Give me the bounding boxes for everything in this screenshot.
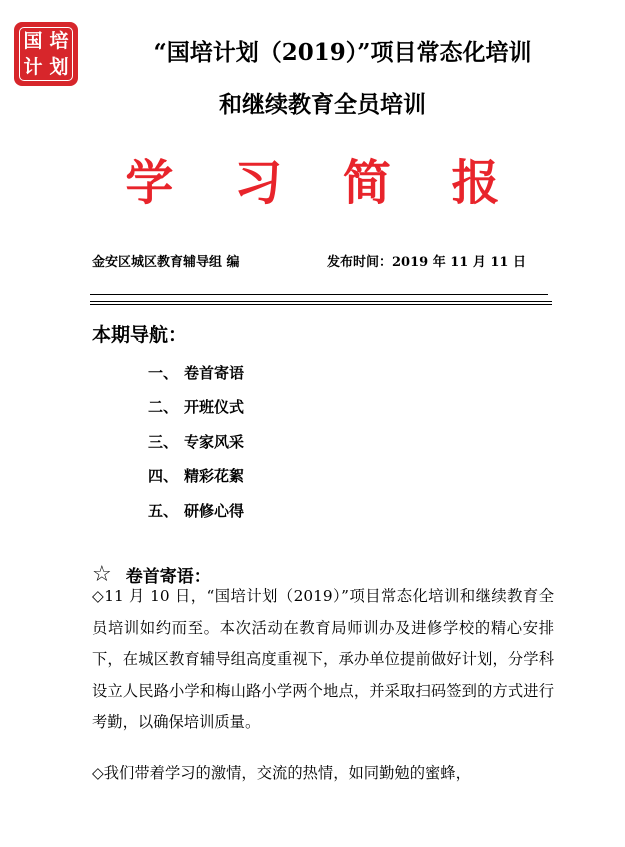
- nav-item-number: 五、: [148, 501, 179, 520]
- nav-item-number: 四、: [148, 467, 179, 486]
- title-line-2: 和继续教育全员培训: [219, 91, 426, 118]
- divider-line: [90, 301, 552, 302]
- divider-line: [90, 294, 548, 295]
- nav-item-number: 三、: [148, 432, 179, 451]
- nav-item-label: 精彩花絮: [184, 467, 245, 486]
- nav-item: [148, 390, 244, 425]
- nav-heading: 本期导航：: [92, 324, 188, 346]
- nav-item: [148, 424, 244, 459]
- divider-line: [90, 304, 552, 305]
- nav-item-number: 一、: [148, 363, 179, 382]
- seal-char: 培: [49, 29, 69, 52]
- publish-date: 发布时间：2019 年 11 月 11 日: [327, 255, 526, 270]
- nav-item-label: 开班仪式: [184, 398, 245, 417]
- editor-label: 金安区城区教育辅导组 编: [92, 255, 240, 270]
- nav-item-label: 研修心得: [184, 501, 245, 520]
- section-heading-label: 卷首寄语：: [125, 567, 211, 587]
- nav-item: [148, 355, 244, 390]
- nav-list: [148, 355, 244, 528]
- star-icon: ☆: [92, 561, 112, 587]
- nav-item: [148, 459, 244, 494]
- nav-item: [148, 493, 244, 528]
- nav-item-number: 二、: [148, 398, 179, 417]
- nav-item-label: 卷首寄语: [184, 363, 245, 382]
- title-line-1: “国培计划（2019）”项目常态化培训: [153, 39, 532, 66]
- intro-paragraph: ◇11 月 10 日，“国培计划（2019）”项目常态化培训和继续教育全员培训如约而至。本次活动在教育局师训办及进修学校的精心安排下，在城区教育辅导组高度重视下，承办单位提前做好计划，分学科设立人民路小学和梅山路小学两个地点，并采取扫码签到的方式进行考勤，以确保培训质量。: [92, 587, 554, 731]
- seal-char: 划: [49, 55, 69, 78]
- intro-paragraph-2: ◇我们带着学习的激情，交流的热情，如同勤勉的蜜蜂，: [92, 764, 471, 782]
- seal-char: 计: [23, 55, 43, 78]
- seal-char: 国: [23, 29, 43, 52]
- bulletin-title: 学 习 简 报: [125, 155, 522, 211]
- nav-item-label: 专家风采: [184, 432, 245, 451]
